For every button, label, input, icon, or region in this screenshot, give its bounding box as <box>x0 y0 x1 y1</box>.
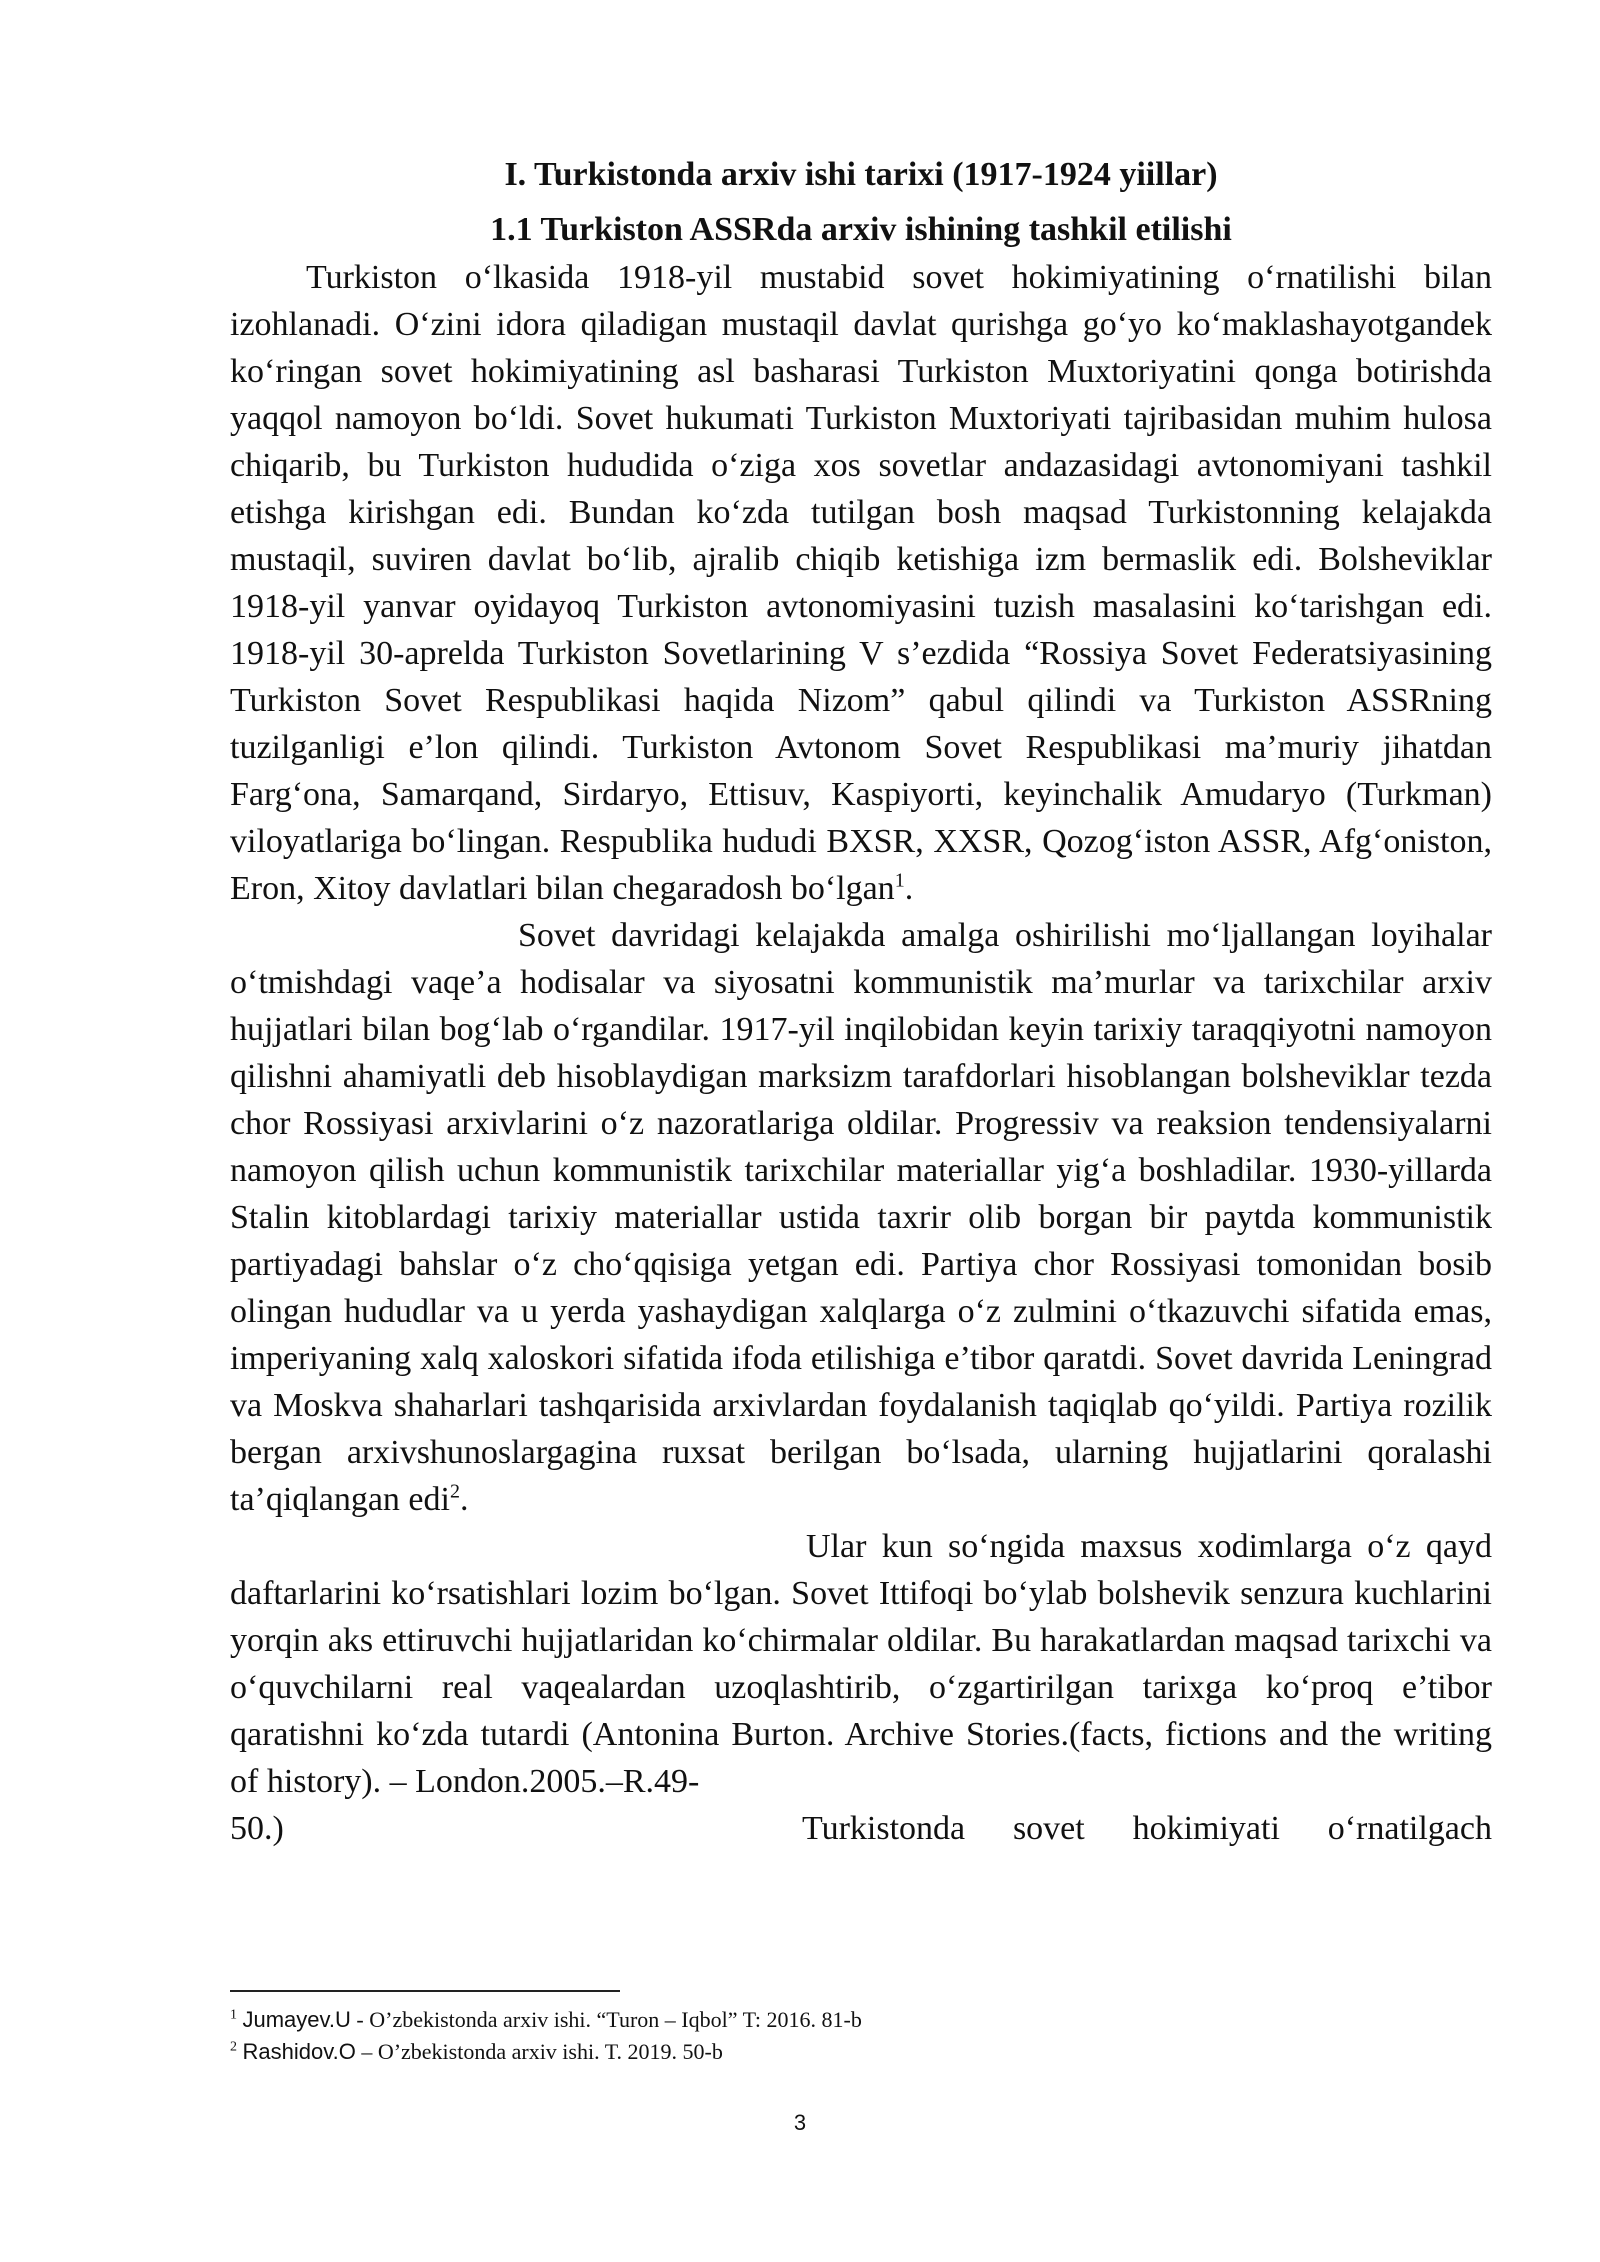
next-paragraph-word: sovet <box>1012 1810 1085 1847</box>
paragraph-2 <box>230 912 1492 1523</box>
next-paragraph-word: Turkistonda <box>802 1810 966 1847</box>
document-body <box>230 150 1492 1852</box>
footnote-number: 1 <box>230 2007 237 2023</box>
paragraph-2-text: Sovet davridagi kelajakda amalga oshirilishi mo‘ljallangan loyihalar o‘tmishdagi vaqe’a hodisalar va siyosatni kommunistik ma’murlar va tarixchilar arxiv hujjatlari bilan bog‘lab o‘rgandilar. 1917-yil inqilobidan keyin tarixiy taraqqiyotni namoyon qilishni ahamiyatli deb hisoblaydigan marksizm tarafdorlari hisoblangan bolsheviklar tezda chor Rossiyasi arxivlarini o‘z nazoratlariga oldilar. Progressiv va reaksion tendensiyalarni namoyon qilish uchun kommunistik tarixchilar materiallar yig‘a boshladilar. 1930-yillarda Stalin kitoblardagi tarixiy materiallar ustida taxrir olib borgan bir paytda kommunistik partiyadagi bahslar o‘z cho‘qqisiga yetgan edi. Partiya chor Rossiyasi tomonidan bosib olingan hududlar va u yerda yashaydigan xalqlarga o‘z zulmini o‘tkazuvchi sifatida emas, imperiyaning xalq xaloskori sifatida ifoda etilishiga e’tibor qaratdi. Sovet davrida Leningrad va Moskva shaharlari tashqarisida arxivlardan foydalanish taqiqlab qo‘yildi. Partiya rozilik bergan arxivshunoslargagina ruxsat berilgan bo‘lsada, ularning hujjatlarini qoralashi ta’qiqlangan edi <box>230 917 1492 1518</box>
footnote-2 <box>230 2036 1492 2068</box>
footnotes <box>230 2004 1492 2068</box>
paragraph-2-end: . <box>459 1481 469 1518</box>
next-paragraph-word: o‘rnatilgach <box>1327 1810 1492 1847</box>
footnote-separator <box>230 1990 620 1992</box>
chapter-heading: I. Turkistonda arxiv ishi tarixi (1917-1924 yiillar) <box>504 156 1218 193</box>
paragraph-3 <box>230 1523 1492 1805</box>
footnote-number: 2 <box>230 2039 237 2055</box>
paragraph-1-end: . <box>904 870 914 907</box>
footnote-ref-1[interactable]: 1 <box>894 869 905 892</box>
paragraph-3-text: Ular kun so‘ngida maxsus xodimlarga o‘z qayd daftarlarini ko‘rsatishlari lozim bo‘lgan. Sovet Ittifoqi bo‘ylab bolshevik senzura kuchlarini yorqin aks ettiruvchi hujjatlaridan ko‘chirmalar oldilar. Bu harakatlardan maqsad tarixchi va o‘quvchilarni real vaqealardan uzoqlashtirib, o‘zgartirilgan tarixga ko‘proq e’tibor qaratishni ko‘zda tutardi (Antonina Burton. Archive Stories.(facts, fictions and the writing of history). – London.2005.–R.49- <box>230 1528 1492 1800</box>
footnote-text: - O’zbekistonda arxiv ishi. “Turon – Iqbol” T: 2016. 81-b <box>350 2007 862 2032</box>
paragraph-3-last-line <box>230 1805 1492 1852</box>
paragraph-1-text: Turkiston o‘lkasida 1918-yil mustabid sovet hokimiyatining o‘rnatilishi bilan izohlanadi. O‘zini idora qiladigan mustaqil davlat qurishga go‘yo ko‘maklashayotgandek ko‘ringan sovet hokimiyatining asl basharasi Turkiston Muxtoriyatini qonga botirishda yaqqol namoyon bo‘ldi. Sovet hukumati Turkiston Muxtoriyati tajribasidan muhim hulosa chiqarib, bu Turkiston hududida o‘ziga xos sovetlar andazasidagi avtonomiyani tashkil etishga kirishgan edi. Bundan ko‘zda tutilgan bosh maqsad Turkistonning kelajakda mustaqil, suviren davlat bo‘lib, ajralib chiqib ketishiga izm bermaslik edi. Bolsheviklar 1918-yil yanvar oyidayoq Turkiston avtonomiyasini tuzish masalasini ko‘tarishgan edi. 1918-yil 30-aprelda Turkiston Sovetlarining V s’ezdida “Rossiya Sovet Federatsiyasining Turkiston Sovet Respublikasi haqida Nizom” qabul qilindi va Turkiston ASSRning tuzilganligi e’lon qilindi. Turkiston Avtonom Sovet Respublikasi ma’muriy jihatdan Farg‘ona, Samarqand, Sirdaryo, Ettisuv, Kaspiyorti, keyinchalik Amudaryo (Turkman) viloyatlariga bo‘lingan. Respublika hududi BXSR, XXSR, Qozog‘iston ASSR, Afg‘oniston, Eron, Xitoy davlatlari bilan chegaradosh bo‘lgan <box>230 259 1492 907</box>
next-paragraph-word: hokimiyati <box>1132 1810 1280 1847</box>
page-number: 3 <box>793 2110 807 2135</box>
paragraph-1 <box>230 254 1492 912</box>
footnote-text: – O’zbekistonda arxiv ishi. T. 2019. 50-b <box>355 2039 723 2064</box>
next-paragraph-start <box>802 1805 1492 1852</box>
citation-end: 50.) <box>230 1810 284 1847</box>
footnote-1 <box>230 2004 1492 2036</box>
footnote-author: Rashidov.O <box>242 2039 356 2064</box>
section-heading: 1.1 Turkiston ASSRda arxiv ishining tashkil etilishi <box>490 211 1232 248</box>
footnote-author: Jumayev.U <box>242 2007 351 2032</box>
footnote-ref-2[interactable]: 2 <box>449 1480 460 1503</box>
